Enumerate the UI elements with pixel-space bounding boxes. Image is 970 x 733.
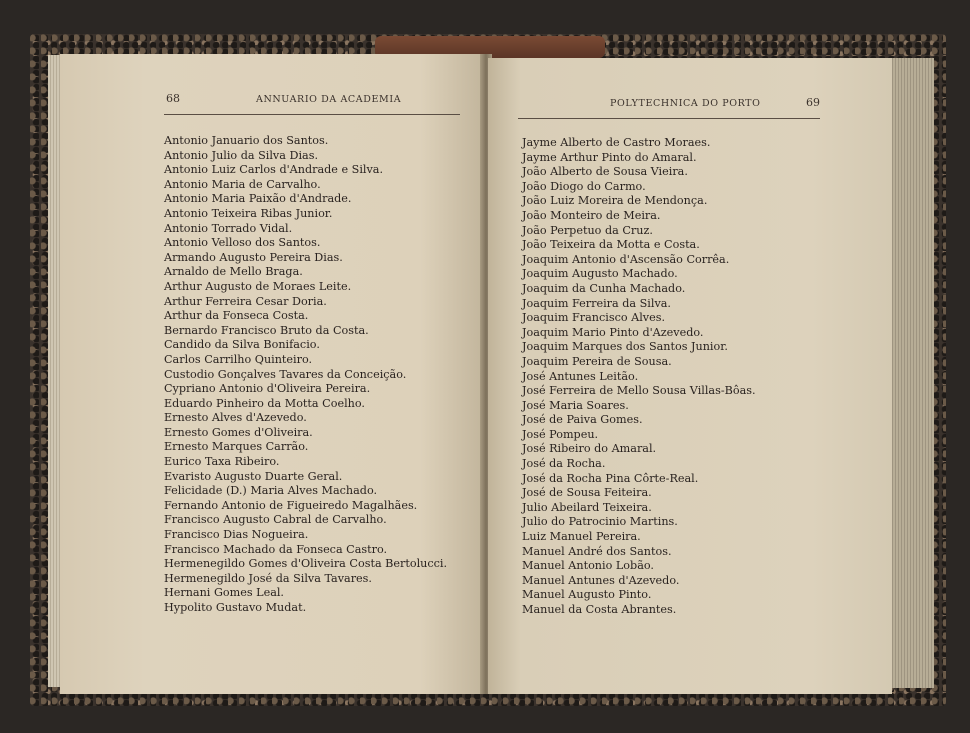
name-entry: Antonio Maria de Carvalho. [164, 177, 321, 191]
name-entry: Jayme Alberto de Castro Moraes. [522, 136, 711, 149]
name-entry: Arthur Augusto de Moraes Leite. [164, 279, 352, 293]
name-entry: José Pompeu. [522, 427, 599, 441]
name-entry: Joaquim Francisco Alves. [522, 311, 666, 325]
name-entry: José da Rocha Pina Côrte-Real. [522, 471, 699, 485]
name-entry: Eurico Taxa Ribeiro. [164, 455, 280, 469]
left-page [60, 54, 484, 694]
name-entry: Ernesto Gomes d'Oliveira. [164, 425, 313, 439]
name-entry: João Monteiro de Meira. [522, 208, 661, 222]
name-entry: José Maria Soares. [522, 398, 629, 412]
name-entry: Francisco Augusto Cabral de Carvalho. [164, 513, 387, 527]
name-entry: Arthur da Fonseca Costa. [164, 309, 309, 323]
name-entry: Manuel Antonio Lobão. [522, 559, 654, 573]
name-entry: José de Sousa Feiteira. [522, 486, 652, 500]
name-entry: Luiz Manuel Pereira. [522, 530, 641, 544]
name-entry: Felicidade (D.) Maria Alves Machado. [164, 484, 378, 498]
name-entry: Evaristo Augusto Duarte Geral. [164, 469, 343, 483]
name-entry: Jayme Arthur Pinto do Amaral. [522, 150, 697, 164]
name-entry: Antonio Julio da Silva Dias. [164, 148, 318, 162]
name-entry: Candido da Silva Bonifacio. [164, 338, 320, 352]
left-page-number: 68 [166, 92, 180, 105]
name-entry: Manuel André dos Santos. [522, 544, 672, 558]
name-entry: Ernesto Alves d'Azevedo. [164, 411, 307, 425]
left-header-rule [164, 114, 460, 115]
name-entry: Hernani Gomes Leal. [164, 586, 284, 600]
name-entry: Ernesto Marques Carrão. [164, 440, 309, 454]
name-entry: Arthur Ferreira Cesar Doria. [164, 294, 327, 308]
name-entry: Joaquim Marques dos Santos Junior. [522, 340, 728, 354]
name-entry: José Antunes Leitão. [522, 369, 639, 383]
name-entry: João Perpetuo da Cruz. [522, 223, 653, 237]
name-entry: Francisco Dias Nogueira. [164, 528, 309, 542]
right-page [488, 58, 892, 694]
name-entry: Custodio Gonçalves Tavares da Conceição. [164, 367, 407, 381]
name-entry: Antonio Maria Paixão d'Andrade. [164, 192, 352, 206]
name-entry: Manuel Antunes d'Azevedo. [522, 573, 680, 587]
name-entry: Joaquim Mario Pinto d'Azevedo. [522, 325, 704, 339]
name-entry: João Alberto de Sousa Vieira. [522, 165, 688, 179]
left-running-head: ANNUARIO DA ACADEMIA [256, 94, 402, 105]
name-entry: Hermenegildo Gomes d'Oliveira Costa Bertolucci. [164, 557, 448, 571]
name-entry: Hermenegildo José da Silva Tavares. [164, 571, 372, 585]
name-entry: José de Paiva Gomes. [522, 413, 643, 427]
right-page-stack [890, 58, 934, 688]
name-entry: Eduardo Pinheiro da Motta Coelho. [164, 396, 365, 410]
right-name-list [522, 136, 756, 618]
name-entry: Julio do Patrocinio Martins. [522, 515, 678, 529]
name-entry: João Teixeira da Motta e Costa. [522, 238, 700, 252]
right-running-head: POLYTECHNICA DO PORTO [610, 98, 761, 109]
name-entry: Carlos Carrilho Quinteiro. [164, 352, 313, 366]
name-entry: Antonio Luiz Carlos d'Andrade e Silva. [164, 163, 384, 177]
name-entry: Joaquim Augusto Machado. [522, 267, 678, 281]
name-entry: Joaquim Antonio d'Ascensão Corrêa. [522, 252, 730, 266]
right-page-number: 69 [806, 96, 820, 109]
name-entry: Antonio Velloso dos Santos. [164, 236, 321, 250]
name-entry: Manuel da Costa Abrantes. [522, 603, 677, 616]
name-entry: Hypolito Gustavo Mudat. [164, 601, 307, 614]
name-entry: Manuel Augusto Pinto. [522, 588, 652, 602]
name-entry: Joaquim Ferreira da Silva. [522, 296, 671, 310]
name-entry: José Ferreira de Mello Sousa Villas-Bôas. [522, 384, 756, 398]
name-entry: Joaquim da Cunha Machado. [522, 281, 686, 295]
name-entry: Arnaldo de Mello Braga. [164, 265, 303, 279]
name-entry: Francisco Machado da Fonseca Castro. [164, 542, 388, 556]
name-entry: João Diogo do Carmo. [522, 179, 646, 193]
name-entry: João Luiz Moreira de Mendonça. [522, 194, 708, 208]
name-entry: Bernardo Francisco Bruto da Costa. [164, 323, 369, 337]
right-header-rule [518, 118, 820, 119]
name-entry: José da Rocha. [522, 457, 606, 471]
name-entry: Antonio Teixeira Ribas Junior. [164, 206, 333, 220]
name-entry: José Ribeiro do Amaral. [522, 442, 657, 456]
left-name-list [164, 134, 447, 616]
name-entry: Joaquim Pereira de Sousa. [522, 354, 672, 368]
name-entry: Julio Abeilard Teixeira. [522, 500, 652, 514]
name-entry: Armando Augusto Pereira Dias. [164, 250, 343, 264]
name-entry: Fernando Antonio de Figueiredo Magalhães. [164, 498, 418, 512]
name-entry: Antonio Januario dos Santos. [164, 134, 329, 147]
name-entry: Cypriano Antonio d'Oliveira Pereira. [164, 382, 371, 396]
name-entry: Antonio Torrado Vidal. [164, 221, 293, 235]
